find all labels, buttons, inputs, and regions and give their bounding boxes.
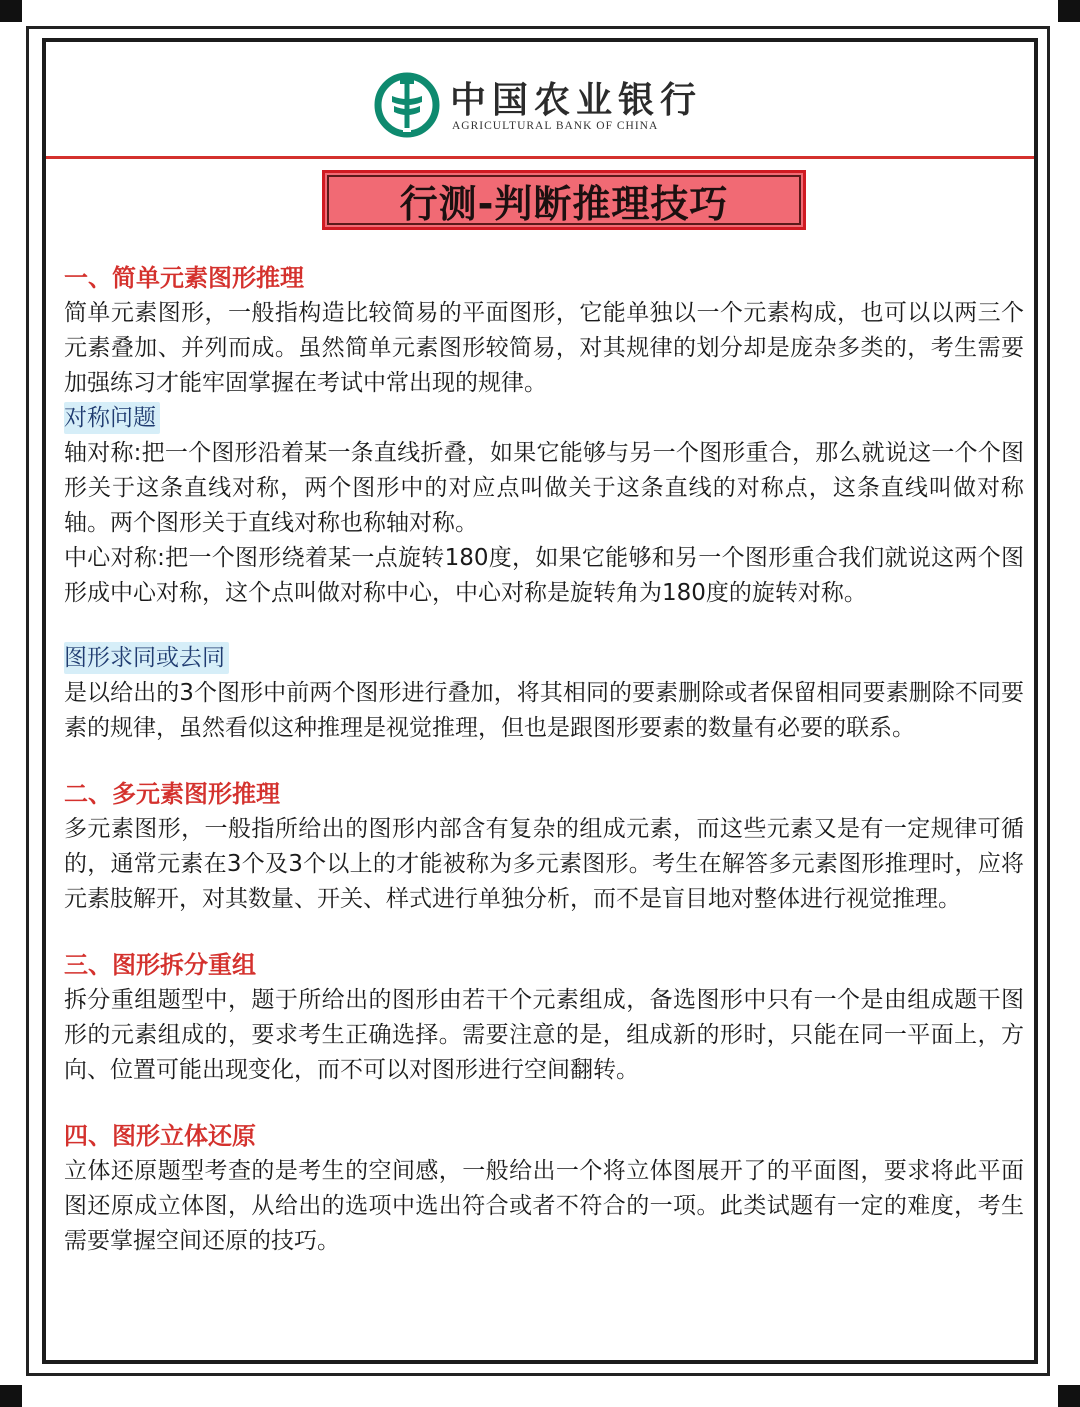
section-paragraph: 多元素图形，一般指所给出的图形内部含有复杂的组成元素，而这些元素又是有一定规律可循的，通常元素在3个及3个以上的才能被称为多元素图形。考生在解答多元素图形推理时，应将元素肢解开，对其数量、开关、样式进行单独分析，而不是盲目地对整体进行视觉推理。 — [64, 816, 1024, 912]
spacer — [64, 611, 1024, 641]
section-paragraph: 立体还原题型考查的是考生的空间感，一般给出一个将立体图展开了的平面图，要求将此平面图还原成立体图，从给出的选项中选出符合或者不符合的一项。此类试题有一定的难度，考生需要掌握空间还原的技巧。 — [64, 1158, 1024, 1254]
subsection-label: 图形求同或去同 — [64, 642, 229, 674]
corner-mark-bottom-left — [0, 1385, 22, 1407]
section-heading: 三、图形拆分重组 — [64, 951, 256, 979]
document-card — [42, 38, 1038, 1364]
subsection-label: 对称问题 — [64, 402, 160, 434]
header-divider — [46, 156, 1034, 159]
spacer — [64, 746, 1024, 776]
section-heading: 二、多元素图形推理 — [64, 780, 280, 808]
bank-name-chinese: 中国农业银行 — [450, 79, 703, 121]
section-paragraph: 拆分重组题型中，题于所给出的图形由若干个元素组成，备选图形中只有一个是由组成题干图形的元素组成的，要求考生正确选择。需要注意的是，组成新的形时，只能在同一平面上，方向、位置可能出现变化，而不可以对图形进行空间翻转。 — [64, 987, 1024, 1083]
section-paragraph: 是以给出的3个图形中前两个图形进行叠加，将其相同的要素删除或者保留相同要素删除不同要素的规律，虽然看似这种推理是视觉推理，但也是跟图形要素的数量有必要的联系。 — [64, 680, 1024, 741]
subsection-same-or-different — [64, 641, 1024, 746]
section-paragraph: 简单元素图形，一般指构造比较简易的平面图形，它能单独以一个元素构成，也可以以两三个元素叠加、并列而成。虽然简单元素图形较简易，对其规律的划分却是庞杂多类的，考生需要加强练习才能牢固掌握在考试中常出现的规律。 — [64, 300, 1024, 396]
title-banner — [322, 170, 806, 230]
section-heading: 一、简单元素图形推理 — [64, 264, 304, 292]
subsection-symmetry — [64, 401, 1024, 611]
corner-mark-top-left — [0, 0, 22, 22]
bank-logo — [374, 72, 704, 142]
corner-mark-top-right — [1058, 0, 1080, 22]
header — [46, 42, 1034, 160]
page-title: 行测-判断推理技巧 — [399, 181, 729, 226]
section-paragraph: 轴对称:把一个图形沿着某一条直线折叠，如果它能够与另一个图形重合，那么就说这一个个图形关于这条直线对称，两个图形中的对应点叫做关于这条直线的对称点，这条直线叫做对称轴。两个图形关于直线对称也称轴对称。 — [64, 440, 1024, 536]
corner-mark-bottom-right — [1058, 1385, 1080, 1407]
section-heading: 四、图形立体还原 — [64, 1122, 256, 1150]
spacer — [64, 1088, 1024, 1118]
spacer — [64, 917, 1024, 947]
abc-logo-icon — [374, 72, 440, 138]
article-body — [64, 260, 1024, 1259]
section-paragraph: 中心对称:把一个图形绕着某一点旋转180度，如果它能够和另一个图形重合我们就说这两个图形成中心对称，这个点叫做对称中心，中心对称是旋转角为180度的旋转对称。 — [64, 545, 1024, 606]
bank-name-english: AGRICULTURAL BANK OF CHINA — [452, 120, 659, 132]
